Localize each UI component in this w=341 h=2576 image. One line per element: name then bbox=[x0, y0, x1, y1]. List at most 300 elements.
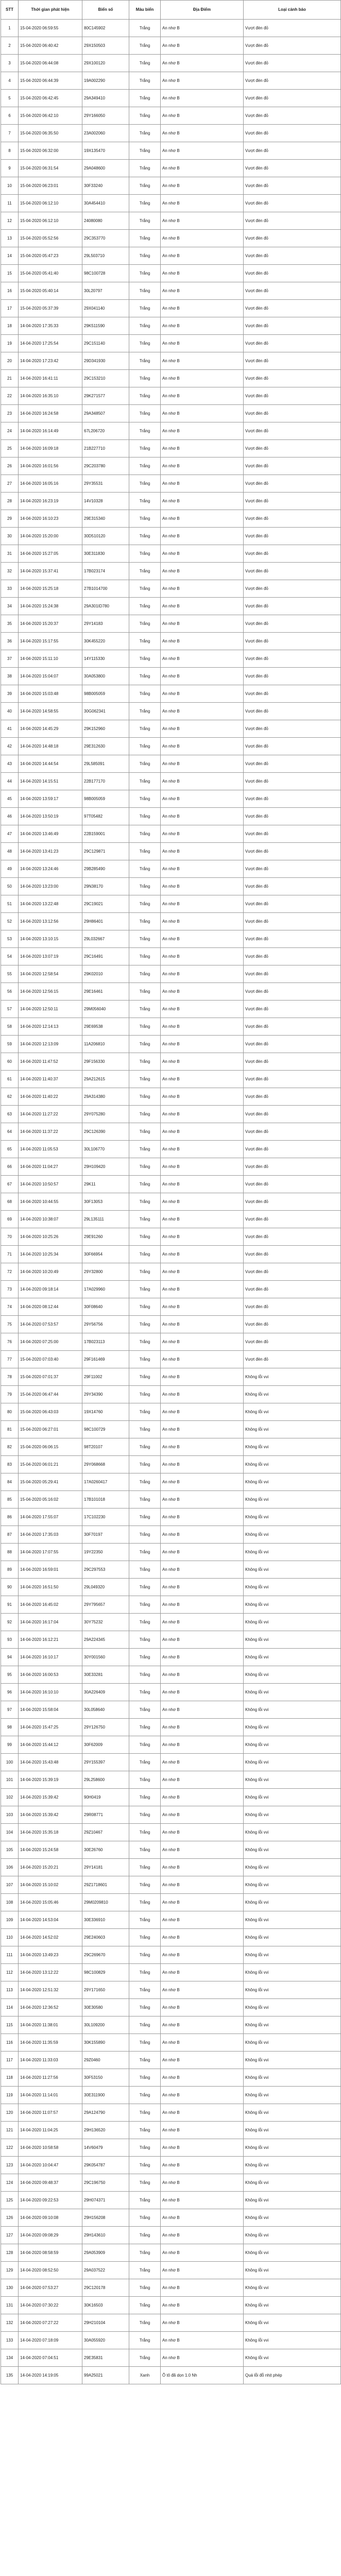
cell-location: An nhơ B bbox=[161, 387, 244, 405]
table-row bbox=[1, 1456, 341, 1473]
table-row bbox=[1, 1999, 341, 2016]
cell-plate: 23A002060 bbox=[82, 125, 129, 142]
table-row bbox=[1, 1614, 341, 1631]
cell-time: 14-04-2020 11:40:37 bbox=[19, 1071, 82, 1088]
cell-time: 15-04-2020 06:12:10 bbox=[19, 195, 82, 212]
cell-plate: 29E69538 bbox=[82, 1018, 129, 1036]
cell-location: An nhơ B bbox=[161, 650, 244, 668]
table-row bbox=[1, 1246, 341, 1263]
cell-time: 14-04-2020 16:10:23 bbox=[19, 510, 82, 528]
cell-alert-type: Không lỗi vvi bbox=[244, 1946, 341, 1964]
cell-plate-color: Trắng bbox=[129, 37, 161, 55]
cell-plate-color: Trắng bbox=[129, 177, 161, 195]
cell-location: An nhơ B bbox=[161, 2349, 244, 2367]
cell-stt: 122 bbox=[1, 2139, 19, 2157]
cell-stt: 98 bbox=[1, 1719, 19, 1736]
cell-time: 14-04-2020 09:22:53 bbox=[19, 2192, 82, 2209]
cell-plate: 98C100729 bbox=[82, 1421, 129, 1438]
cell-location: An nhơ B bbox=[161, 1964, 244, 1981]
cell-time: 14-04-2020 15:10:02 bbox=[19, 1876, 82, 1894]
cell-alert-type: Không lỗi vvi bbox=[244, 1473, 341, 1491]
table-row bbox=[1, 1526, 341, 1544]
cell-stt: 88 bbox=[1, 1544, 19, 1561]
table-row bbox=[1, 1719, 341, 1736]
cell-alert-type: Không lỗi vvi bbox=[244, 2227, 341, 2244]
cell-stt: 131 bbox=[1, 2297, 19, 2314]
cell-plate-color: Trắng bbox=[129, 2174, 161, 2192]
table-row bbox=[1, 2209, 341, 2227]
cell-stt: 78 bbox=[1, 1368, 19, 1386]
cell-time: 14-04-2020 16:24:58 bbox=[19, 405, 82, 422]
cell-stt: 70 bbox=[1, 1228, 19, 1246]
cell-plate-color: Trắng bbox=[129, 1929, 161, 1946]
cell-alert-type: Vượt đèn đỏ bbox=[244, 720, 341, 738]
cell-time: 14-04-2020 07:53:57 bbox=[19, 1316, 82, 1333]
cell-time: 14-04-2020 10:38:07 bbox=[19, 1211, 82, 1228]
table-row bbox=[1, 1596, 341, 1614]
cell-plate: 29C269670 bbox=[82, 1946, 129, 1964]
cell-location: An nhơ B bbox=[161, 2174, 244, 2192]
cell-plate-color: Trắng bbox=[129, 2104, 161, 2122]
cell-location: An nhơ B bbox=[161, 773, 244, 790]
cell-alert-type: Không lỗi vvi bbox=[244, 1999, 341, 2016]
cell-plate: 30F62009 bbox=[82, 1736, 129, 1754]
cell-plate: 30F08640 bbox=[82, 1298, 129, 1316]
cell-time: 14-04-2020 09:18:14 bbox=[19, 1281, 82, 1298]
cell-plate: 29L032667 bbox=[82, 930, 129, 948]
table-row bbox=[1, 2034, 341, 2052]
cell-time: 14-04-2020 14:15:51 bbox=[19, 773, 82, 790]
cell-location: An nhơ B bbox=[161, 1719, 244, 1736]
cell-stt: 31 bbox=[1, 545, 19, 563]
cell-plate: 29E91260 bbox=[82, 1228, 129, 1246]
table-row bbox=[1, 493, 341, 510]
cell-time: 14-04-2020 16:51:50 bbox=[19, 1579, 82, 1596]
cell-time: 14-04-2020 15:44:12 bbox=[19, 1736, 82, 1754]
cell-alert-type: Không lỗi vvi bbox=[244, 2332, 341, 2349]
cell-alert-type: Vượt đèn đỏ bbox=[244, 895, 341, 913]
cell-time: 15-04-2020 07:01:37 bbox=[19, 1368, 82, 1386]
cell-location: An nhơ B bbox=[161, 510, 244, 528]
cell-time: 14-04-2020 13:24:46 bbox=[19, 860, 82, 878]
cell-alert-type: Vượt đèn đỏ bbox=[244, 650, 341, 668]
table-row bbox=[1, 2192, 341, 2209]
cell-stt: 12 bbox=[1, 212, 19, 230]
cell-plate: 22B177170 bbox=[82, 773, 129, 790]
cell-stt: 82 bbox=[1, 1438, 19, 1456]
cell-plate: 11A206810 bbox=[82, 1036, 129, 1053]
cell-time: 14-04-2020 16:23:19 bbox=[19, 493, 82, 510]
cell-alert-type: Vượt đèn đỏ bbox=[244, 1018, 341, 1036]
cell-plate-color: Trắng bbox=[129, 930, 161, 948]
table-row bbox=[1, 1561, 341, 1579]
cell-time: 15-04-2020 06:06:15 bbox=[19, 1438, 82, 1456]
cell-plate: 29Y34390 bbox=[82, 1386, 129, 1403]
cell-plate: 29N38170 bbox=[82, 878, 129, 895]
cell-location: An nhơ B bbox=[161, 1929, 244, 1946]
cell-location: An nhơ B bbox=[161, 2314, 244, 2332]
cell-alert-type: Vượt đèn đỏ bbox=[244, 948, 341, 965]
cell-stt: 68 bbox=[1, 1193, 19, 1211]
cell-plate: 29Y075280 bbox=[82, 1106, 129, 1123]
cell-alert-type: Vượt đèn đỏ bbox=[244, 405, 341, 422]
cell-plate-color: Trắng bbox=[129, 1526, 161, 1544]
col-header-stt: STT bbox=[1, 1, 19, 20]
cell-plate: 29C126390 bbox=[82, 1123, 129, 1141]
cell-location: An nhơ B bbox=[161, 633, 244, 650]
table-row bbox=[1, 965, 341, 983]
cell-alert-type: Vượt đèn đỏ bbox=[244, 1106, 341, 1123]
cell-plate: 29C16491 bbox=[82, 948, 129, 965]
table-row bbox=[1, 1771, 341, 1789]
cell-plate-color: Trắng bbox=[129, 55, 161, 72]
cell-location: An nhơ B bbox=[161, 1386, 244, 1403]
cell-plate: 14V10328 bbox=[82, 493, 129, 510]
cell-alert-type: Không lỗi vvi bbox=[244, 2016, 341, 2034]
cell-stt: 36 bbox=[1, 633, 19, 650]
cell-plate-color: Trắng bbox=[129, 1701, 161, 1719]
table-row bbox=[1, 2279, 341, 2297]
cell-location: An nhơ B bbox=[161, 965, 244, 983]
cell-plate-color: Trắng bbox=[129, 1281, 161, 1298]
cell-plate: 19X135470 bbox=[82, 142, 129, 160]
table-row bbox=[1, 72, 341, 90]
cell-location: An nhơ B bbox=[161, 1123, 244, 1141]
table-row bbox=[1, 1368, 341, 1386]
table-row bbox=[1, 177, 341, 195]
cell-alert-type: Vượt đèn đỏ bbox=[244, 265, 341, 282]
cell-time: 14-04-2020 11:27:56 bbox=[19, 2069, 82, 2087]
cell-plate: 29Y35531 bbox=[82, 475, 129, 493]
cell-alert-type: Vượt đèn đỏ bbox=[244, 457, 341, 475]
table-row bbox=[1, 2297, 341, 2314]
cell-location: An nhơ B bbox=[161, 1333, 244, 1351]
table-row bbox=[1, 1193, 341, 1211]
cell-plate-color: Trắng bbox=[129, 2244, 161, 2262]
cell-stt: 100 bbox=[1, 1754, 19, 1771]
cell-plate-color: Trắng bbox=[129, 2314, 161, 2332]
cell-stt: 126 bbox=[1, 2209, 19, 2227]
cell-location: An nhơ B bbox=[161, 1001, 244, 1018]
cell-stt: 103 bbox=[1, 1806, 19, 1824]
table-row bbox=[1, 2227, 341, 2244]
cell-stt: 53 bbox=[1, 930, 19, 948]
cell-location: An nhơ B bbox=[161, 1736, 244, 1754]
cell-location: An nhơ B bbox=[161, 790, 244, 808]
cell-stt: 55 bbox=[1, 965, 19, 983]
cell-alert-type: Không lỗi vvi bbox=[244, 2052, 341, 2069]
cell-location: An nhơ B bbox=[161, 405, 244, 422]
table-row bbox=[1, 528, 341, 545]
cell-time: 15-04-2020 06:47:44 bbox=[19, 1386, 82, 1403]
cell-plate: 30A053800 bbox=[82, 668, 129, 685]
col-header-plate: Biển số bbox=[82, 1, 129, 20]
cell-plate-color: Trắng bbox=[129, 160, 161, 177]
cell-plate-color: Trắng bbox=[129, 580, 161, 598]
cell-alert-type: Không lỗi vvi bbox=[244, 1509, 341, 1526]
cell-plate-color: Trắng bbox=[129, 843, 161, 860]
cell-location: An nhơ B bbox=[161, 755, 244, 773]
cell-plate-color: Trắng bbox=[129, 352, 161, 370]
cell-time: 14-04-2020 14:19:05 bbox=[19, 2367, 82, 2384]
cell-alert-type: Vượt đèn đỏ bbox=[244, 1141, 341, 1158]
table-row bbox=[1, 843, 341, 860]
cell-plate-color: Trắng bbox=[129, 2087, 161, 2104]
cell-plate-color: Trắng bbox=[129, 528, 161, 545]
cell-plate-color: Trắng bbox=[129, 2016, 161, 2034]
table-row bbox=[1, 1806, 341, 1824]
cell-plate-color: Trắng bbox=[129, 1544, 161, 1561]
cell-alert-type: Không lỗi vvi bbox=[244, 1701, 341, 1719]
table-row bbox=[1, 790, 341, 808]
cell-plate: 29Y166050 bbox=[82, 107, 129, 125]
cell-stt: 15 bbox=[1, 265, 19, 282]
cell-plate-color: Trắng bbox=[129, 1071, 161, 1088]
cell-stt: 128 bbox=[1, 2244, 19, 2262]
cell-plate: 29A224345 bbox=[82, 1631, 129, 1649]
cell-plate-color: Trắng bbox=[129, 20, 161, 37]
cell-stt: 41 bbox=[1, 720, 19, 738]
cell-alert-type: Vượt đèn đỏ bbox=[244, 633, 341, 650]
cell-location: An nhơ B bbox=[161, 1596, 244, 1614]
cell-alert-type: Vượt đèn đỏ bbox=[244, 510, 341, 528]
cell-location: An nhơ B bbox=[161, 1544, 244, 1561]
cell-alert-type: Vượt đèn đỏ bbox=[244, 1263, 341, 1281]
cell-alert-type: Không lỗi vvi bbox=[244, 1421, 341, 1438]
cell-plate-color: Trắng bbox=[129, 1614, 161, 1631]
cell-time: 14-04-2020 16:45:02 bbox=[19, 1596, 82, 1614]
table-row bbox=[1, 1158, 341, 1176]
cell-alert-type: Vượt đèn đỏ bbox=[244, 387, 341, 405]
cell-plate: 29A048600 bbox=[82, 160, 129, 177]
cell-time: 14-04-2020 17:23:42 bbox=[19, 352, 82, 370]
cell-plate-color: Trắng bbox=[129, 563, 161, 580]
cell-plate-color: Trắng bbox=[129, 1438, 161, 1456]
cell-stt: 20 bbox=[1, 352, 19, 370]
cell-plate: 29Y14181 bbox=[82, 1859, 129, 1876]
cell-alert-type: Không lỗi vvi bbox=[244, 1561, 341, 1579]
cell-time: 14-04-2020 16:17:04 bbox=[19, 1614, 82, 1631]
table-row bbox=[1, 773, 341, 790]
cell-location: An nhơ B bbox=[161, 983, 244, 1001]
cell-time: 14-04-2020 15:27:05 bbox=[19, 545, 82, 563]
cell-plate: 29K511590 bbox=[82, 317, 129, 335]
cell-plate-color: Trắng bbox=[129, 1158, 161, 1176]
table-row bbox=[1, 1123, 341, 1141]
cell-time: 14-04-2020 14:48:18 bbox=[19, 738, 82, 755]
col-header-time: Thời gian phát hiện bbox=[19, 1, 82, 20]
cell-plate-color: Trắng bbox=[129, 633, 161, 650]
cell-location: An nhơ B bbox=[161, 1473, 244, 1491]
cell-plate: 29H156208 bbox=[82, 2209, 129, 2227]
cell-plate: 98C100829 bbox=[82, 1964, 129, 1981]
cell-stt: 117 bbox=[1, 2052, 19, 2069]
cell-stt: 65 bbox=[1, 1141, 19, 1158]
cell-stt: 127 bbox=[1, 2227, 19, 2244]
cell-alert-type: Không lỗi vvi bbox=[244, 1456, 341, 1473]
cell-plate-color: Trắng bbox=[129, 1228, 161, 1246]
cell-plate: 19A002290 bbox=[82, 72, 129, 90]
cell-plate: 29Y14183 bbox=[82, 615, 129, 633]
cell-time: 14-04-2020 13:12:56 bbox=[19, 913, 82, 930]
cell-location: An nhơ B bbox=[161, 1036, 244, 1053]
cell-plate: 29Z0460 bbox=[82, 2052, 129, 2069]
cell-stt: 108 bbox=[1, 1894, 19, 1911]
cell-plate-color: Trắng bbox=[129, 1001, 161, 1018]
table-row bbox=[1, 2367, 341, 2384]
table-row bbox=[1, 1929, 341, 1946]
cell-time: 14-04-2020 16:01:56 bbox=[19, 457, 82, 475]
cell-alert-type: Không lỗi vvi bbox=[244, 1894, 341, 1911]
col-header-location: Địa Điểm bbox=[161, 1, 244, 20]
cell-time: 14-04-2020 15:04:07 bbox=[19, 668, 82, 685]
cell-alert-type: Vượt đèn đỏ bbox=[244, 422, 341, 440]
table-row bbox=[1, 1351, 341, 1368]
cell-location: An nhơ B bbox=[161, 195, 244, 212]
cell-plate-color: Trắng bbox=[129, 107, 161, 125]
cell-plate-color: Trắng bbox=[129, 1754, 161, 1771]
cell-plate-color: Trắng bbox=[129, 300, 161, 317]
cell-alert-type: Vượt đèn đỏ bbox=[244, 1298, 341, 1316]
cell-alert-type: Vượt đèn đỏ bbox=[244, 685, 341, 703]
cell-location: An nhơ B bbox=[161, 913, 244, 930]
cell-plate-color: Trắng bbox=[129, 1964, 161, 1981]
cell-plate: 29E240603 bbox=[82, 1929, 129, 1946]
cell-plate-color: Trắng bbox=[129, 1456, 161, 1473]
cell-location: An nhơ B bbox=[161, 160, 244, 177]
cell-stt: 118 bbox=[1, 2069, 19, 2087]
cell-plate: 29Y171650 bbox=[82, 1981, 129, 1999]
cell-alert-type: Không lỗi vvi bbox=[244, 1806, 341, 1824]
cell-alert-type: Vượt đèn đỏ bbox=[244, 738, 341, 755]
cell-time: 15-04-2020 05:40:14 bbox=[19, 282, 82, 300]
cell-time: 15-04-2020 06:42:45 bbox=[19, 90, 82, 107]
cell-time: 14-04-2020 11:05:53 bbox=[19, 1141, 82, 1158]
cell-plate: 29C151140 bbox=[82, 335, 129, 352]
cell-alert-type: Không lỗi vvi bbox=[244, 1859, 341, 1876]
cell-stt: 16 bbox=[1, 282, 19, 300]
cell-plate-color: Trắng bbox=[129, 755, 161, 773]
cell-location: An nhơ B bbox=[161, 1771, 244, 1789]
cell-plate-color: Trắng bbox=[129, 282, 161, 300]
cell-time: 14-04-2020 09:48:37 bbox=[19, 2174, 82, 2192]
cell-stt: 87 bbox=[1, 1526, 19, 1544]
cell-plate-color: Trắng bbox=[129, 510, 161, 528]
cell-alert-type: Không lỗi vvi bbox=[244, 1596, 341, 1614]
cell-stt: 23 bbox=[1, 405, 19, 422]
cell-stt: 35 bbox=[1, 615, 19, 633]
table-row bbox=[1, 1281, 341, 1298]
cell-alert-type: Vượt đèn đỏ bbox=[244, 1211, 341, 1228]
table-row bbox=[1, 2157, 341, 2174]
cell-alert-type: Vượt đèn đỏ bbox=[244, 1351, 341, 1368]
cell-stt: 61 bbox=[1, 1071, 19, 1088]
cell-plate: 29Y155397 bbox=[82, 1754, 129, 1771]
cell-alert-type: Vượt đèn đỏ bbox=[244, 352, 341, 370]
cell-location: An nhơ B bbox=[161, 685, 244, 703]
cell-location: An nhơ B bbox=[161, 125, 244, 142]
cell-stt: 115 bbox=[1, 2016, 19, 2034]
cell-alert-type: Vượt đèn đỏ bbox=[244, 1316, 341, 1333]
cell-stt: 58 bbox=[1, 1018, 19, 1036]
cell-location: An nhơ B bbox=[161, 1106, 244, 1123]
cell-time: 14-04-2020 13:12:22 bbox=[19, 1964, 82, 1981]
cell-time: 15-04-2020 06:44:08 bbox=[19, 55, 82, 72]
cell-location: An nhơ B bbox=[161, 1999, 244, 2016]
cell-plate: 29A124790 bbox=[82, 2104, 129, 2122]
cell-plate-color: Trắng bbox=[129, 493, 161, 510]
cell-plate: 29H074371 bbox=[82, 2192, 129, 2209]
table-row bbox=[1, 1421, 341, 1438]
cell-plate: 30L106770 bbox=[82, 1141, 129, 1158]
table-body bbox=[1, 20, 341, 2384]
cell-time: 14-04-2020 15:03:48 bbox=[19, 685, 82, 703]
cell-location: An nhơ B bbox=[161, 20, 244, 37]
cell-plate-color: Trắng bbox=[129, 685, 161, 703]
cell-stt: 59 bbox=[1, 1036, 19, 1053]
cell-alert-type: Không lỗi vvi bbox=[244, 1649, 341, 1666]
table-row bbox=[1, 282, 341, 300]
cell-plate: 98T20107 bbox=[82, 1438, 129, 1456]
cell-plate: 29K054787 bbox=[82, 2157, 129, 2174]
cell-location: An nhơ B bbox=[161, 1789, 244, 1806]
cell-location: An nhơ B bbox=[161, 1018, 244, 1036]
cell-plate: 29E35831 bbox=[82, 2349, 129, 2367]
cell-time: 14-04-2020 15:24:38 bbox=[19, 598, 82, 615]
cell-plate-color: Trắng bbox=[129, 738, 161, 755]
cell-time: 14-04-2020 13:07:19 bbox=[19, 948, 82, 965]
cell-plate: 30G062341 bbox=[82, 703, 129, 720]
cell-location: An nhơ B bbox=[161, 247, 244, 265]
cell-plate-color: Trắng bbox=[129, 405, 161, 422]
cell-alert-type: Vượt đèn đỏ bbox=[244, 142, 341, 160]
table-row bbox=[1, 370, 341, 387]
cell-alert-type: Vượt đèn đỏ bbox=[244, 55, 341, 72]
cell-alert-type: Không lỗi vvi bbox=[244, 2262, 341, 2279]
cell-location: An nhơ B bbox=[161, 2297, 244, 2314]
cell-plate-color: Trắng bbox=[129, 1088, 161, 1106]
cell-location: An nhơ B bbox=[161, 1701, 244, 1719]
cell-alert-type: Không lỗi vvi bbox=[244, 2104, 341, 2122]
cell-time: 14-04-2020 08:12:44 bbox=[19, 1298, 82, 1316]
cell-plate-color: Trắng bbox=[129, 230, 161, 247]
table-row bbox=[1, 2139, 341, 2157]
cell-plate: 29E312630 bbox=[82, 738, 129, 755]
cell-plate-color: Trắng bbox=[129, 2034, 161, 2052]
cell-time: 15-04-2020 06:40:42 bbox=[19, 37, 82, 55]
table-row bbox=[1, 475, 341, 493]
table-row bbox=[1, 2122, 341, 2139]
cell-time: 14-04-2020 15:05:46 bbox=[19, 1894, 82, 1911]
cell-plate-color: Trắng bbox=[129, 1263, 161, 1281]
cell-time: 14-04-2020 15:43:48 bbox=[19, 1754, 82, 1771]
cell-plate: 29H86401 bbox=[82, 913, 129, 930]
cell-alert-type: Vượt đèn đỏ bbox=[244, 475, 341, 493]
cell-plate-color: Trắng bbox=[129, 1316, 161, 1333]
cell-stt: 105 bbox=[1, 1841, 19, 1859]
cell-stt: 56 bbox=[1, 983, 19, 1001]
cell-alert-type: Quá lỗi đỗ nhịt phép bbox=[244, 2367, 341, 2384]
cell-location: An nhơ B bbox=[161, 930, 244, 948]
cell-time: 14-04-2020 12:58:54 bbox=[19, 965, 82, 983]
cell-plate: 29R08771 bbox=[82, 1806, 129, 1824]
cell-stt: 81 bbox=[1, 1421, 19, 1438]
cell-stt: 107 bbox=[1, 1876, 19, 1894]
table-row bbox=[1, 878, 341, 895]
cell-stt: 63 bbox=[1, 1106, 19, 1123]
cell-plate-color: Trắng bbox=[129, 1649, 161, 1666]
cell-stt: 5 bbox=[1, 90, 19, 107]
